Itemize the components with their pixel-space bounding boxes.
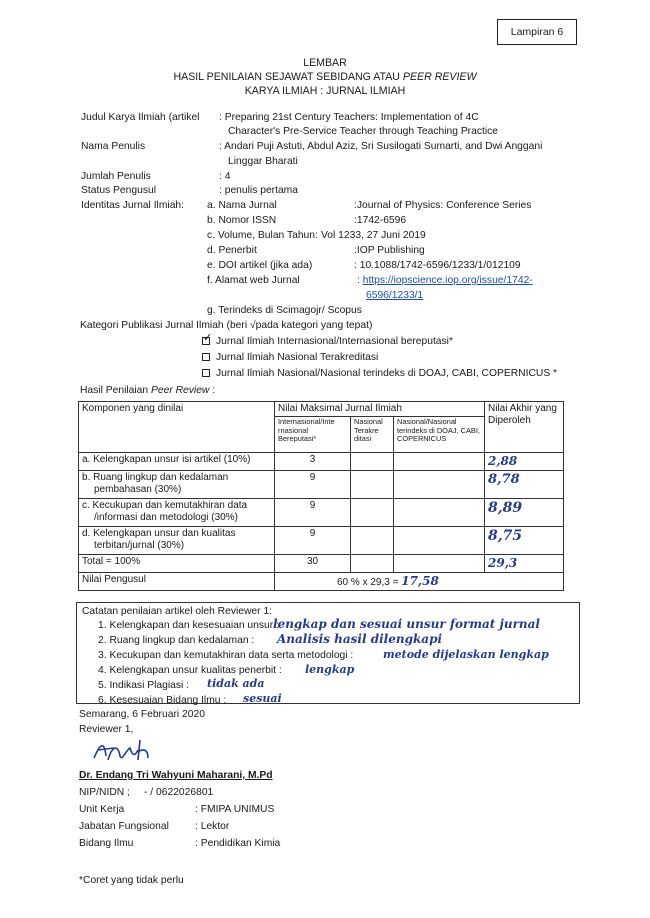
row-maks: 9 [275,471,351,499]
identitas-penerbit-value: :IOP Publishing [354,245,425,256]
unit-key: Unit Kerja [79,804,125,815]
catatan-title: Catatan penilaian artikel oleh Reviewer 1: [82,606,273,617]
kategori-option-1[interactable]: ✓Jurnal Ilmiah Internasional/Internasional bereputasi* [202,336,453,348]
catatan-item-5: 5. Indikasi Plagiasi : [98,680,190,691]
row-maks: 3 [275,453,351,471]
journal-url-link[interactable]: https://iopscience.iop.org/issue/1742- [362,275,533,286]
identitas-volume-value: Vol 1233, 27 Juni 2019 [321,230,426,241]
heading-lembar: LEMBAR [303,57,347,69]
judul-label: Judul Karya Ilmiah (artikel [81,112,200,123]
jumlah-value: : 4 [219,171,231,182]
table-row [79,471,564,499]
row-akhir: 8,89 [485,499,564,527]
checkbox-checked-icon[interactable] [202,337,210,345]
identitas-label: Identitas Jurnal Ilmiah: [81,200,185,211]
checkbox-icon[interactable] [202,353,210,361]
identitas-index: g. Terindeks di Scimagojr/ Scopus [207,305,362,316]
identitas-nama-key: a. Nama Jurnal [207,200,277,211]
table-row [79,499,564,527]
heading-subtitle: KARYA ILMIAH : JURNAL ILMIAH [244,85,406,97]
table-pengusul-row [79,573,564,591]
judul-value-cont: Character's Pre-Service Teacher through Teaching Practice [228,126,499,137]
table-total-row [79,555,564,573]
identitas-web-value[interactable]: : https://iopscience.iop.org/issue/1742- [357,275,533,286]
catatan-item-6: 6. Kesesuaian Bidang Ilmu : [98,695,227,706]
review-table [78,401,564,591]
row-akhir: 2,88 [485,453,564,471]
total-maks: 30 [275,555,351,573]
nip-key: NIP/NIDN ; [79,787,130,798]
row-komponen: c. Kecukupan dan kemutakhiran data /informasi dan metodologi (30%) [79,499,275,527]
identitas-penerbit-key: d. Penerbit [207,245,257,256]
nip-value: - / 0622026801 [144,787,214,798]
status-label: Status Pengusul [81,185,156,196]
catatan-note-6: sesuai [243,692,282,705]
catatan-note-3: metode dijelaskan lengkap [383,648,549,661]
lampiran-box: Lampiran 6 [497,19,577,45]
reviewer-name: Dr. Endang Tri Wahyuni Maharani, M.Pd [79,770,273,781]
hasil-label: Hasil Penilaian Peer Review : [80,385,216,396]
catatan-item-1: 1. Kelengkapan dan kesesuaian unsur : [98,620,279,631]
catatan-item-3: 3. Kecukupan dan kemutakhiran data serta metodologi : [98,650,354,661]
jabatan-value: : Lektor [195,821,230,832]
table-header-row [79,402,564,417]
bidang-key: Bidang Ilmu [79,838,134,849]
row-komponen: a. Kelengkapan unsur isi artikel (10%) [79,453,275,471]
identitas-volume-key: c. Volume, Bulan Tahun: [207,230,318,241]
header-nasional-terindeks: Nasional/Nasional terindeks di DOAJ, CABI, COPERNICUS [394,417,485,453]
kategori-option-2[interactable]: Jurnal Ilmiah Nasional Terakreditasi [202,352,378,364]
identitas-web-key: f. Alamat web Jurnal [207,275,300,286]
penulis-value-cont: Linggar Bharati [228,156,298,167]
header-nilai-akhir: Nilai Akhir yang Diperoleh [485,402,564,453]
heading-title: HASIL PENILAIAN SEJAWAT SEBIDANG ATAU PEER REVIEW [173,71,477,83]
header-internasional: Internasional/Inte rnasional Bereputasi* [275,417,351,453]
footnote: *Coret yang tidak perlu [79,875,184,886]
row-komponen: d. Kelengkapan unsur dan kualitas terbitan/jurnal (30%) [79,527,275,555]
identitas-nama-value: :Journal of Physics: Conference Series [354,200,532,211]
catatan-note-2: Analisis hasil dilengkapi [277,632,443,646]
kategori-option-3[interactable]: Jurnal Ilmiah Nasional/Nasional terindeks di DOAJ, CABI, COPERNICUS * [202,368,557,380]
header-komponen: Komponen yang dinilai [79,402,275,453]
row-komponen: b. Ruang lingkup dan kedalaman pembahasan (30%) [79,471,275,499]
identitas-doi-value: : 10.1088/1742-6596/1233/1/012109 [354,260,521,271]
penulis-label: Nama Penulis [81,141,146,152]
judul-value: : Preparing 21st Century Teachers: Implementation of 4C [219,112,479,123]
total-label: Total = 100% [79,555,275,573]
identitas-issn-value: :1742-6596 [354,215,407,226]
catatan-box [76,602,580,704]
catatan-item-2: 2. Ruang lingkup dan kedalaman : [98,635,255,646]
journal-url-link-cont[interactable]: 6596/1233/1 [366,290,424,301]
identitas-issn-key: b. Nomor ISSN [207,215,277,226]
catatan-note-4: lengkap [305,663,355,676]
checkbox-icon[interactable] [202,369,210,377]
signature-image [90,736,170,766]
jabatan-key: Jabatan Fungsional [79,821,169,832]
catatan-note-1: lengkap dan sesuai unsur format jurnal [273,617,540,631]
kategori-label: Kategori Publikasi Jurnal Ilmiah (beri √pada kategori yang tepat) [80,320,373,331]
penulis-value: : Andari Puji Astuti, Abdul Aziz, Sri Susilogati Sumarti, and Dwi Anggani [219,141,543,152]
table-row [79,527,564,555]
pengusul-formula: 60 % x 29,3 = 17,58 [275,573,564,591]
catatan-note-5: tidak ada [207,677,265,690]
row-akhir: 8,75 [485,527,564,555]
unit-value: : FMIPA UNIMUS [195,804,275,815]
identitas-doi-key: e. DOI artikel (jika ada) [207,260,313,271]
catatan-item-4: 4. Kelengkapan unsur kualitas penerbit : [98,665,282,676]
reviewer-label: Reviewer 1, [79,724,134,735]
row-akhir: 8,78 [485,471,564,499]
row-maks: 9 [275,499,351,527]
total-akhir: 29,3 [485,555,564,573]
row-maks: 9 [275,527,351,555]
table-row [79,453,564,471]
status-value: : penulis pertama [219,185,298,196]
place-date: Semarang, 6 Februari 2020 [79,709,205,720]
jumlah-label: Jumlah Penulis [81,171,151,182]
pengusul-label: Nilai Pengusul [79,573,275,591]
bidang-value: : Pendidikan Kimia [195,838,281,849]
header-nasional: Nasional Terakre ditasi [351,417,394,453]
header-nilai-maks: Nilai Maksimal Jurnal Ilmiah [275,402,485,417]
